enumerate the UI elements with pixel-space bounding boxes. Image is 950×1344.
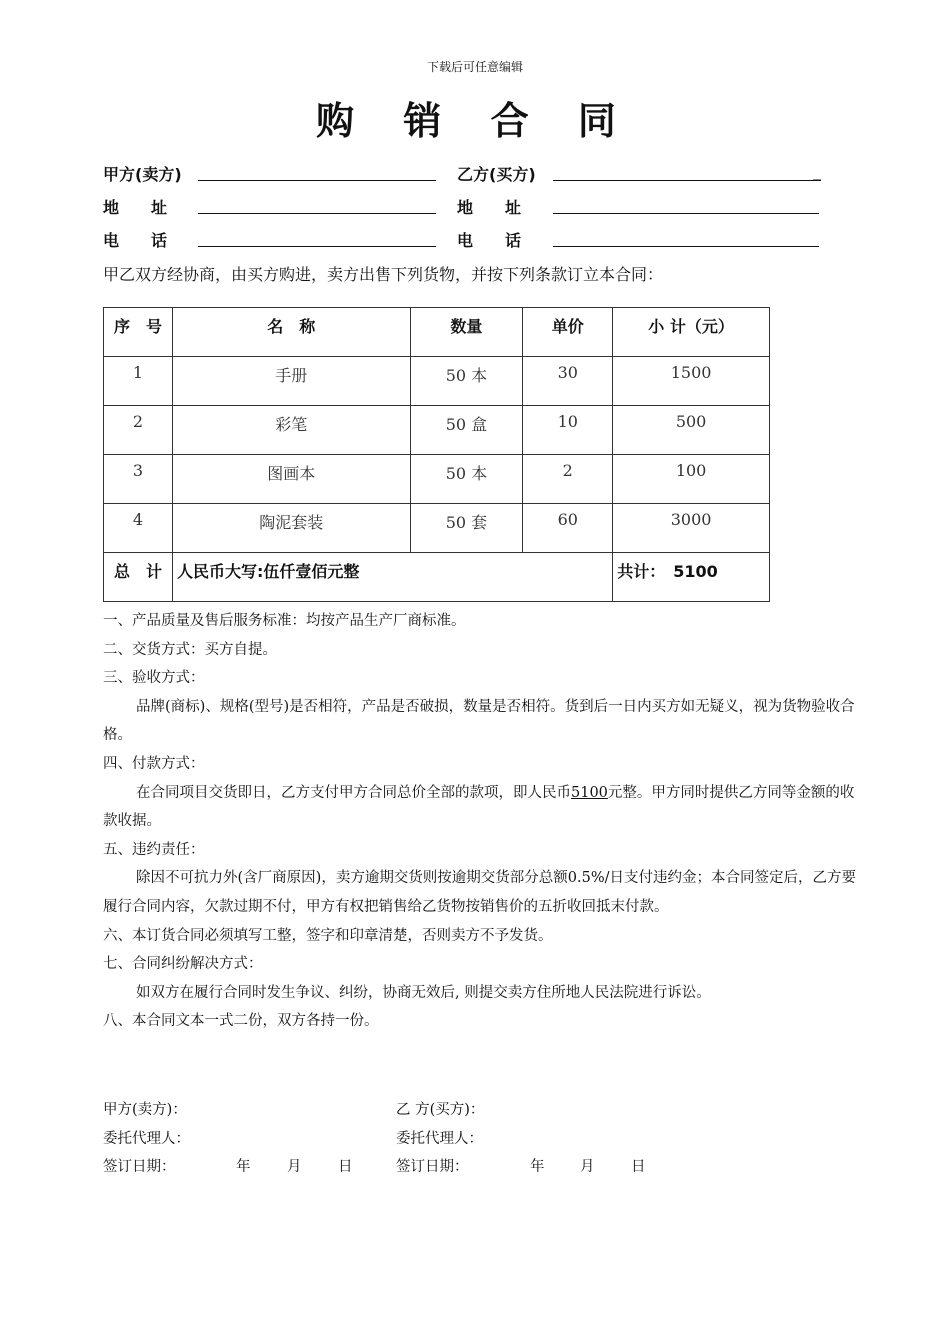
table-row — [104, 357, 770, 406]
row-qty: 50 本 — [410, 455, 523, 504]
clause-8: 八、本合同文本一式二份，双方各持一份。 — [103, 1013, 379, 1030]
row-no: 1 — [104, 357, 173, 406]
trailing-underscore: _ — [813, 162, 821, 181]
sign-date-a-label: 签订日期： — [103, 1159, 176, 1175]
clause-4: 四、付款方式： — [103, 755, 205, 772]
clause-4-amount: 5100 — [571, 784, 608, 801]
party-b-address-line[interactable] — [553, 213, 819, 214]
row-price: 60 — [523, 504, 613, 553]
clause-2: 二、交货方式：买方自提。 — [103, 641, 277, 658]
party-a-line[interactable] — [198, 180, 436, 181]
row-no: 3 — [104, 455, 173, 504]
sign-party-a: 甲方(卖方)： — [103, 1102, 187, 1118]
row-subtotal: 3000 — [613, 504, 770, 553]
row-price: 10 — [523, 406, 613, 455]
sign-agent-a: 委托代理人： — [103, 1131, 190, 1147]
row-qty: 50 盒 — [410, 406, 523, 455]
header-note: 下载后可任意编辑 — [426, 60, 523, 74]
clause-4-body-a: 在合同项目交货即日，乙方支付甲方合同总价全部的款项，即人民币 — [136, 784, 571, 801]
sign-date-b-day: 日 — [631, 1159, 646, 1175]
clause-4-body — [103, 779, 863, 836]
sign-date-a-month: 月 — [287, 1159, 302, 1175]
party-a-phone-label: 电 话 — [103, 231, 168, 250]
party-b-line[interactable] — [553, 180, 813, 181]
row-no: 2 — [104, 406, 173, 455]
sign-date-b-label: 签订日期： — [396, 1159, 469, 1175]
sign-date-a-year: 年 — [236, 1159, 251, 1175]
table-total-row — [104, 553, 770, 602]
clause-5: 五、违约责任： — [103, 841, 205, 858]
party-b-label: 乙方(买方) — [457, 165, 536, 184]
col-header-qty: 数量 — [410, 308, 523, 357]
goods-table — [103, 307, 770, 602]
party-a-address-line[interactable] — [198, 213, 436, 214]
clause-1: 一、产品质量及售后服务标准：均按产品生产厂商标准。 — [103, 613, 466, 629]
row-subtotal: 1500 — [613, 357, 770, 406]
row-price: 30 — [523, 357, 613, 406]
clause-7: 七、合同纠纷解决方式： — [103, 956, 263, 973]
row-subtotal: 500 — [613, 406, 770, 455]
row-qty: 50 套 — [410, 504, 523, 553]
clause-7-body: 如双方在履行合同时发生争议、纠纷，协商无效后, 则提交卖方住所地人民法院进行诉讼。 — [136, 984, 711, 1001]
sign-date-a-day: 日 — [338, 1159, 353, 1175]
sign-date-b-year: 年 — [530, 1159, 545, 1175]
clause-4-body-b: 元整。甲方同时提供乙方同等金额的收款收据。 — [103, 784, 855, 830]
col-header-subtotal: 小 计（元） — [613, 308, 770, 357]
sign-date-b-month: 月 — [580, 1159, 595, 1175]
clause-3-body: 品牌(商标)、规格(型号)是否相符，产品是否破损，数量是否相符。货到后一日内买方如无疑义，视为货物验收合格。 — [103, 698, 855, 744]
sign-agent-b: 委托代理人： — [396, 1131, 483, 1147]
total-label: 总 计 — [104, 553, 173, 602]
total-in-words: 人民币大写:伍仟壹佰元整 — [172, 553, 612, 602]
document-title: 购 销 合 同 — [316, 99, 634, 143]
col-header-no: 序 号 — [104, 308, 173, 357]
table-header-row — [104, 308, 770, 357]
row-name: 陶泥套装 — [172, 504, 410, 553]
party-a-address-label: 地 址 — [103, 198, 168, 217]
col-header-price: 单价 — [523, 308, 613, 357]
row-price: 2 — [523, 455, 613, 504]
table-row — [104, 504, 770, 553]
party-a-label: 甲方(卖方) — [103, 165, 182, 184]
total-sum: 共计： 5100 — [613, 553, 770, 602]
row-name: 彩笔 — [172, 406, 410, 455]
party-b-address-label: 地 址 — [457, 198, 522, 217]
table-row — [104, 455, 770, 504]
row-subtotal: 100 — [613, 455, 770, 504]
contract-clauses — [103, 607, 863, 1036]
sign-party-b: 乙 方(买方)： — [396, 1102, 485, 1118]
clause-5-body: 除因不可抗力外(含厂商原因)，卖方逾期交货则按逾期交货部分总额0.5%/日支付违约金；本合同签定后，乙方要履行合同内容，欠款过期不付，甲方有权把销售给乙货物按销售价的五折收回抵末付款。 — [103, 870, 857, 915]
table-row — [104, 406, 770, 455]
party-b-phone-label: 电 话 — [457, 231, 522, 250]
row-qty: 50 本 — [410, 357, 523, 406]
party-a-phone-line[interactable] — [198, 246, 436, 247]
col-header-name: 名 称 — [172, 308, 410, 357]
clause-3: 三、验收方式： — [103, 670, 205, 687]
intro-text: 甲乙双方经协商，由买方购进，卖方出售下列货物，并按下列条款订立本合同： — [103, 265, 664, 284]
clause-6: 六、本订货合同必须填写工整，签字和印章清楚，否则卖方不予发货。 — [103, 927, 553, 944]
row-name: 图画本 — [172, 455, 410, 504]
row-no: 4 — [104, 504, 173, 553]
row-name: 手册 — [172, 357, 410, 406]
party-b-phone-line[interactable] — [553, 246, 819, 247]
